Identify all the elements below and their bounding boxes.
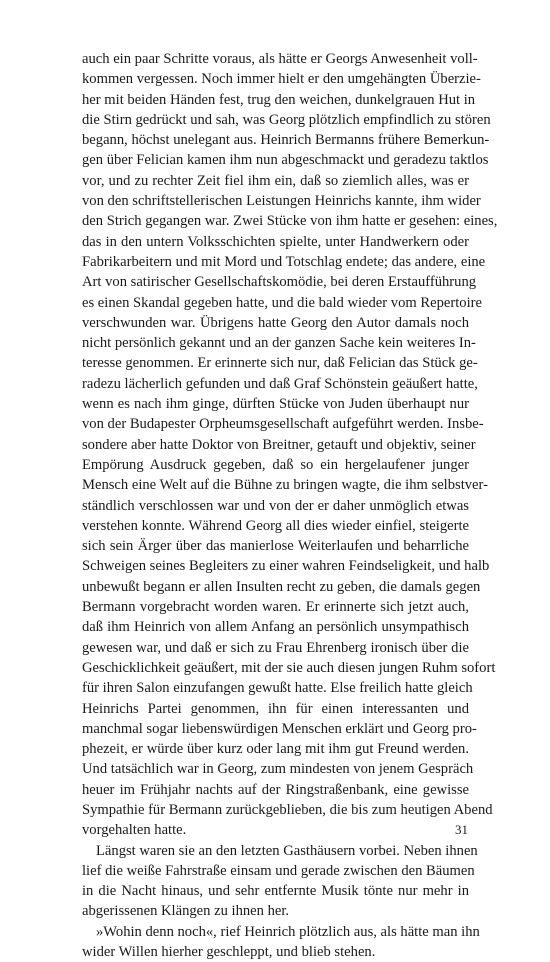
page-number: 31 — [455, 822, 468, 837]
text-line: für ihren Salon einzufangen gewußt hatte. Else freilich hatte gleich — [82, 680, 473, 697]
text-line: unbewußt begann er allen Insulten recht zu geben, die damals gegen — [82, 578, 481, 595]
text-line: kommen vergessen. Noch immer hielt er den umgehängten Überzie- — [82, 71, 481, 88]
paragraph-end-line: vorgehalten hatte. — [82, 822, 187, 839]
text-line: sondere aber hatte Doktor von Breitner, getauft und objektiv, seiner — [82, 436, 476, 453]
paragraph-start-line: »Wohin denn noch«, rief Heinrich plötzlich aus, als hätte man ihn — [96, 923, 480, 940]
text-line: gewesen war, und daß er sich zu Frau Ehrenberg ironisch über die — [82, 639, 469, 656]
text-line: verstehen konnte. Während Georg all dies wieder einfiel, steigerte — [82, 517, 469, 534]
text-line: nicht persönlich gekannt und an der ganzen Sache kein weiteres In- — [82, 335, 476, 352]
text-line: her mit beiden Händen fest, trug den weichen, dunkelgrauen Hut in — [82, 91, 476, 108]
text-line: radezu lächerlich gefunden und daß Graf Schönstein geäußert hatte, — [82, 375, 478, 392]
text-line: von den schriftstellerischen Leistungen Heinrichs kannte, ihm wider — [82, 193, 481, 210]
text-line: lief die weiße Fahrstraße einsam und gerade zwischen den Bäumen — [82, 862, 475, 879]
text-line: sich sein Ärger über das manierlose Weiterlaufen und beharrliche — [82, 538, 469, 555]
text-line: das in den untern Volksschichten spielte, unter Handwerkern oder — [82, 233, 469, 250]
text-line: von der Budapester Orpheumsgesellschaft aufgeführt werden. Insbe- — [82, 416, 484, 433]
text-line: Art von satirischer Gesellschaftskomödie, bei deren Erstaufführung — [82, 274, 477, 291]
body-text — [82, 49, 498, 962]
text-line: die Stirn gedrückt und sah, was Georg plötzlich empfindlich zu stören — [82, 111, 491, 128]
text-line: Und tatsächlich war in Georg, zum mindesten von jenem Gespräch — [82, 761, 474, 778]
text-line: ständlich verschlossen war und von der er daher unmöglich etwas — [82, 497, 469, 514]
text-line: verschwunden war. Übrigens hatte Georg den Autor damals noch — [82, 314, 469, 331]
text-line: teresse genommen. Er erinnerte sich nur, daß Felician das Stück ge- — [82, 355, 478, 372]
paragraph-start-line: Längst waren sie an den letzten Gasthäusern vorbei. Neben ihnen — [96, 842, 478, 859]
text-line: Mensch eine Welt auf die Bühne zu bringen wagte, die ihm selbstver- — [82, 477, 488, 494]
text-line: es einen Skandal gegeben hatte, und die bald wieder vom Repertoire — [82, 294, 482, 311]
text-line: Empörung Ausdruck gegeben, daß so ein hergelaufener junger — [82, 456, 469, 473]
text-line: gen über Felician kamen ihm nun abgeschmackt und geradezu taktlos — [82, 152, 489, 169]
text-line: vor, und zu rechter Zeit fiel ihm ein, daß so ziemlich alles, was er — [82, 172, 469, 189]
text-line: phezeit, er würde über kurz oder lang mit ihm gut Freund werden. — [82, 741, 469, 758]
paragraph-end-line: wider Willen hierher geschleppt, und blieb stehen. — [82, 944, 376, 961]
text-line: heuer im Frühjahr nachts auf der Ringstraßenbank, eine gewisse — [82, 781, 469, 798]
text-line: Sympathie für Bermann zurückgeblieben, die bis zum heutigen Abend — [82, 801, 493, 818]
text-line: den Strich gegangen war. Zwei Stücke von ihm hatte er gesehen: eines, — [82, 213, 498, 230]
text-line: Geschicklichkeit geäußert, mit der sie auch diesen jungen Ruhm sofort — [82, 659, 496, 676]
text-line: Schweigen seines Begleiters zu einer wahren Feindseligkeit, und halb — [82, 558, 490, 575]
text-line: Fabrikarbeitern und mit Mord und Totschlag endete; das andere, eine — [82, 253, 486, 270]
text-line: auch ein paar Schritte voraus, als hätte er Georgs Anwesenheit voll- — [82, 51, 478, 67]
text-line: manchmal sogar liebenswürdigen Menschen erklärt und Georg pro- — [82, 720, 477, 737]
text-line: in die Nacht hinaus, und sehr entfernte Musik tönte nur mehr in — [82, 883, 469, 900]
text-line: Heinrichs Partei genommen, ihn für einen interessanten und — [82, 700, 469, 717]
text-line: Bermann vorgebracht worden waren. Er erinnerte sich jetzt auch, — [82, 599, 469, 616]
text-line: daß ihm Heinrich von allem Anfang an persönlich unsympathisch — [82, 619, 469, 636]
text-line: wenn es nach ihm ginge, dürften Stücke von Juden überhaupt nur — [82, 396, 469, 413]
paragraph-end-line: abgerissenen Klängen zu ihnen her. — [82, 903, 290, 920]
text-line: begann, höchst unelegant aus. Heinrich Bermanns frühere Bemerkun- — [82, 132, 490, 149]
